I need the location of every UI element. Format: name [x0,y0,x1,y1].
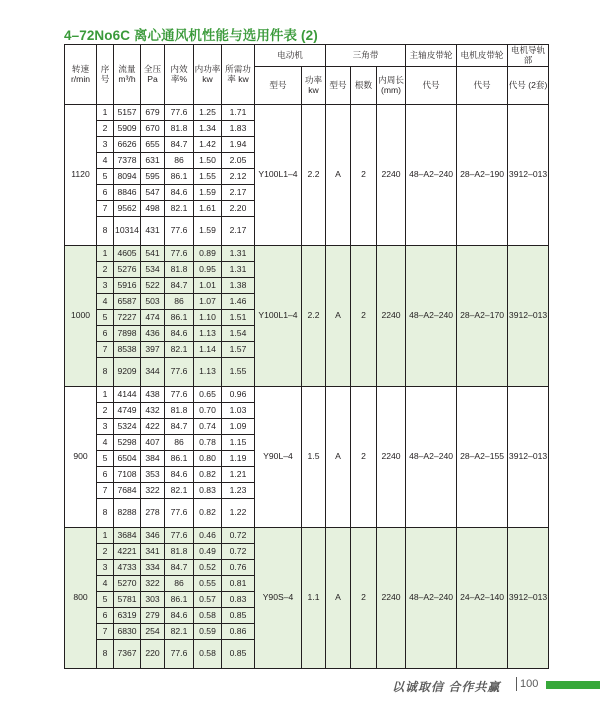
pressure-cell: 384 [141,451,165,467]
seq-cell: 5 [97,310,114,326]
efficiency-cell: 84.7 [165,560,194,576]
page-title: 4–72No6C 离心通风机性能与选用件表 (2) [64,28,318,43]
internal-power-cell: 0.59 [194,624,222,640]
flow-cell: 6504 [114,451,141,467]
efficiency-cell: 82.1 [165,342,194,358]
header-belt-model: 型号 [326,67,351,105]
speed-cell: 1120 [65,105,97,246]
pressure-cell: 422 [141,419,165,435]
seq-cell: 7 [97,624,114,640]
seq-cell: 7 [97,483,114,499]
belt-length-cell: 2240 [377,105,406,246]
internal-power-cell: 0.70 [194,403,222,419]
seq-cell: 4 [97,294,114,310]
internal-power-cell: 1.59 [194,217,222,246]
flow-cell: 4221 [114,544,141,560]
required-power-cell: 1.83 [222,121,255,137]
seq-cell: 4 [97,435,114,451]
required-power-cell: 1.21 [222,467,255,483]
seq-cell: 5 [97,451,114,467]
required-power-cell: 0.83 [222,592,255,608]
flow-cell: 6830 [114,624,141,640]
flow-cell: 7108 [114,467,141,483]
seq-cell: 2 [97,544,114,560]
required-power-cell: 0.72 [222,544,255,560]
pressure-cell: 303 [141,592,165,608]
motor-pulley-code-cell: 24–A2–140 [457,528,508,669]
required-power-cell: 1.15 [222,435,255,451]
seq-cell: 8 [97,499,114,528]
internal-power-cell: 0.52 [194,560,222,576]
internal-power-cell: 0.89 [194,246,222,262]
efficiency-cell: 84.6 [165,608,194,624]
seq-cell: 2 [97,403,114,419]
pressure-cell: 503 [141,294,165,310]
motor-power-cell: 2.2 [302,246,326,387]
seq-cell: 7 [97,342,114,358]
required-power-cell: 1.38 [222,278,255,294]
required-power-cell: 2.17 [222,185,255,201]
flow-cell: 5781 [114,592,141,608]
required-power-cell: 0.85 [222,608,255,624]
efficiency-cell: 84.6 [165,467,194,483]
internal-power-cell: 1.34 [194,121,222,137]
seq-cell: 1 [97,246,114,262]
header-spindle-code: 代号 [406,67,457,105]
belt-model-cell: A [326,528,351,669]
pressure-cell: 397 [141,342,165,358]
required-power-cell: 0.81 [222,576,255,592]
rail-code-cell: 3912–013 [508,246,549,387]
efficiency-cell: 86.1 [165,169,194,185]
pressure-cell: 353 [141,467,165,483]
efficiency-cell: 86.1 [165,592,194,608]
header-speed: 转速 r/min [65,45,97,105]
flow-cell: 5157 [114,105,141,121]
flow-cell: 7684 [114,483,141,499]
header-pressure: 全压 Pa [141,45,165,105]
pressure-cell: 534 [141,262,165,278]
spindle-pulley-code-cell: 48–A2–240 [406,528,457,669]
required-power-cell: 1.94 [222,137,255,153]
fan-performance-table [64,44,549,669]
required-power-cell: 1.31 [222,262,255,278]
pressure-cell: 595 [141,169,165,185]
internal-power-cell: 1.14 [194,342,222,358]
efficiency-cell: 77.6 [165,499,194,528]
table-row [65,246,549,262]
seq-cell: 6 [97,326,114,342]
internal-power-cell: 1.55 [194,169,222,185]
internal-power-cell: 1.01 [194,278,222,294]
internal-power-cell: 0.65 [194,387,222,403]
pressure-cell: 432 [141,403,165,419]
pressure-cell: 254 [141,624,165,640]
belt-model-cell: A [326,246,351,387]
spindle-pulley-code-cell: 48–A2–240 [406,246,457,387]
seq-cell: 5 [97,592,114,608]
header-belt-count: 根数 [351,67,377,105]
internal-power-cell: 0.58 [194,608,222,624]
flow-cell: 4605 [114,246,141,262]
required-power-cell: 0.72 [222,528,255,544]
flow-cell: 9562 [114,201,141,217]
internal-power-cell: 1.07 [194,294,222,310]
speed-cell: 900 [65,387,97,528]
flow-cell: 8538 [114,342,141,358]
motor-pulley-code-cell: 28–A2–190 [457,105,508,246]
seq-cell: 2 [97,121,114,137]
flow-cell: 5298 [114,435,141,451]
table-body [65,105,549,669]
internal-power-cell: 0.57 [194,592,222,608]
header-motor-pulley-code: 代号 [457,67,508,105]
pressure-cell: 522 [141,278,165,294]
pressure-cell: 322 [141,576,165,592]
internal-power-cell: 0.55 [194,576,222,592]
internal-power-cell: 1.13 [194,358,222,387]
belt-count-cell: 2 [351,105,377,246]
seq-cell: 3 [97,278,114,294]
motor-pulley-code-cell: 28–A2–155 [457,387,508,528]
header-internal-power: 内功率 kw [194,45,222,105]
rail-code-cell: 3912–013 [508,528,549,669]
required-power-cell: 2.20 [222,201,255,217]
footer-accent-bar [546,681,600,689]
seq-cell: 3 [97,419,114,435]
efficiency-cell: 86.1 [165,451,194,467]
seq-cell: 4 [97,153,114,169]
header-v-belt: 三角带 [326,45,406,67]
pressure-cell: 655 [141,137,165,153]
flow-cell: 4749 [114,403,141,419]
internal-power-cell: 0.82 [194,499,222,528]
header-motor-rail: 电机导轨部 [508,45,549,67]
pressure-cell: 322 [141,483,165,499]
required-power-cell: 1.71 [222,105,255,121]
pressure-cell: 547 [141,185,165,201]
efficiency-cell: 84.6 [165,185,194,201]
pressure-cell: 679 [141,105,165,121]
required-power-cell: 0.76 [222,560,255,576]
required-power-cell: 1.23 [222,483,255,499]
efficiency-cell: 82.1 [165,483,194,499]
required-power-cell: 0.86 [222,624,255,640]
motor-model-cell: Y90S–4 [255,528,302,669]
efficiency-cell: 86 [165,435,194,451]
efficiency-cell: 84.7 [165,137,194,153]
seq-cell: 1 [97,387,114,403]
pressure-cell: 670 [141,121,165,137]
required-power-cell: 1.51 [222,310,255,326]
pressure-cell: 474 [141,310,165,326]
spindle-pulley-code-cell: 48–A2–240 [406,105,457,246]
pressure-cell: 279 [141,608,165,624]
header-belt-length: 内周长 (mm) [377,67,406,105]
belt-count-cell: 2 [351,528,377,669]
pressure-cell: 541 [141,246,165,262]
spindle-pulley-code-cell: 48–A2–240 [406,387,457,528]
efficiency-cell: 82.1 [165,201,194,217]
flow-cell: 3684 [114,528,141,544]
pressure-cell: 431 [141,217,165,246]
flow-cell: 8846 [114,185,141,201]
pressure-cell: 346 [141,528,165,544]
belt-model-cell: A [326,105,351,246]
motor-power-cell: 2.2 [302,105,326,246]
required-power-cell: 2.12 [222,169,255,185]
seq-cell: 1 [97,528,114,544]
internal-power-cell: 0.46 [194,528,222,544]
efficiency-cell: 81.8 [165,121,194,137]
pressure-cell: 334 [141,560,165,576]
efficiency-cell: 86 [165,576,194,592]
efficiency-cell: 81.8 [165,544,194,560]
pressure-cell: 631 [141,153,165,169]
header-motor-model: 型号 [255,67,302,105]
header-required-power: 所需功率 kw [222,45,255,105]
efficiency-cell: 77.6 [165,387,194,403]
internal-power-cell: 1.13 [194,326,222,342]
pressure-cell: 220 [141,640,165,669]
efficiency-cell: 81.8 [165,262,194,278]
flow-cell: 10314 [114,217,141,246]
flow-cell: 5276 [114,262,141,278]
flow-cell: 7898 [114,326,141,342]
required-power-cell: 1.03 [222,403,255,419]
required-power-cell: 1.09 [222,419,255,435]
flow-cell: 7378 [114,153,141,169]
seq-cell: 6 [97,608,114,624]
internal-power-cell: 0.83 [194,483,222,499]
efficiency-cell: 84.6 [165,326,194,342]
flow-cell: 7367 [114,640,141,669]
header-spindle-pulley: 主轴皮带轮 [406,45,457,67]
required-power-cell: 0.96 [222,387,255,403]
table-row [65,105,549,121]
pressure-cell: 344 [141,358,165,387]
required-power-cell: 1.31 [222,246,255,262]
flow-cell: 7227 [114,310,141,326]
header-motor: 电动机 [255,45,326,67]
flow-cell: 9209 [114,358,141,387]
rail-code-cell: 3912–013 [508,105,549,246]
motor-model-cell: Y100L1–4 [255,105,302,246]
header-efficiency: 内效率% [165,45,194,105]
required-power-cell: 1.54 [222,326,255,342]
belt-model-cell: A [326,387,351,528]
efficiency-cell: 77.6 [165,217,194,246]
efficiency-cell: 86 [165,294,194,310]
motor-power-cell: 1.1 [302,528,326,669]
rail-code-cell: 3912–013 [508,387,549,528]
efficiency-cell: 84.7 [165,419,194,435]
page-number: 100 [520,678,539,690]
internal-power-cell: 1.42 [194,137,222,153]
efficiency-cell: 86.1 [165,310,194,326]
efficiency-cell: 81.8 [165,403,194,419]
pressure-cell: 438 [141,387,165,403]
pressure-cell: 341 [141,544,165,560]
flow-cell: 4144 [114,387,141,403]
internal-power-cell: 0.49 [194,544,222,560]
required-power-cell: 1.55 [222,358,255,387]
internal-power-cell: 0.82 [194,467,222,483]
seq-cell: 5 [97,169,114,185]
motor-model-cell: Y100L1–4 [255,246,302,387]
required-power-cell: 2.05 [222,153,255,169]
flow-cell: 4733 [114,560,141,576]
motor-power-cell: 1.5 [302,387,326,528]
efficiency-cell: 82.1 [165,624,194,640]
efficiency-cell: 77.6 [165,640,194,669]
speed-cell: 800 [65,528,97,669]
seq-cell: 8 [97,640,114,669]
flow-cell: 6587 [114,294,141,310]
flow-cell: 6319 [114,608,141,624]
seq-cell: 3 [97,560,114,576]
seq-cell: 6 [97,185,114,201]
table-row [65,387,549,403]
belt-length-cell: 2240 [377,387,406,528]
efficiency-cell: 77.6 [165,528,194,544]
internal-power-cell: 0.95 [194,262,222,278]
internal-power-cell: 0.74 [194,419,222,435]
seq-cell: 8 [97,217,114,246]
internal-power-cell: 1.59 [194,185,222,201]
flow-cell: 8094 [114,169,141,185]
flow-cell: 5324 [114,419,141,435]
required-power-cell: 1.57 [222,342,255,358]
belt-length-cell: 2240 [377,528,406,669]
pressure-cell: 407 [141,435,165,451]
efficiency-cell: 84.7 [165,278,194,294]
seq-cell: 6 [97,467,114,483]
header-motor-pulley: 电机皮带轮 [457,45,508,67]
motor-pulley-code-cell: 28–A2–170 [457,246,508,387]
efficiency-cell: 77.6 [165,105,194,121]
internal-power-cell: 1.10 [194,310,222,326]
belt-length-cell: 2240 [377,246,406,387]
efficiency-cell: 86 [165,153,194,169]
internal-power-cell: 1.25 [194,105,222,121]
footer-separator [516,677,517,691]
flow-cell: 5270 [114,576,141,592]
required-power-cell: 0.85 [222,640,255,669]
efficiency-cell: 77.6 [165,246,194,262]
belt-count-cell: 2 [351,387,377,528]
seq-cell: 7 [97,201,114,217]
flow-cell: 5909 [114,121,141,137]
motor-model-cell: Y90L–4 [255,387,302,528]
seq-cell: 8 [97,358,114,387]
header-flow: 流量 m³/h [114,45,141,105]
internal-power-cell: 0.80 [194,451,222,467]
pressure-cell: 498 [141,201,165,217]
pressure-cell: 436 [141,326,165,342]
seq-cell: 3 [97,137,114,153]
internal-power-cell: 1.50 [194,153,222,169]
flow-cell: 8288 [114,499,141,528]
internal-power-cell: 0.78 [194,435,222,451]
header-rail-code: 代号 (2套) [508,67,549,105]
internal-power-cell: 1.61 [194,201,222,217]
flow-cell: 5916 [114,278,141,294]
seq-cell: 2 [97,262,114,278]
flow-cell: 6626 [114,137,141,153]
speed-cell: 1000 [65,246,97,387]
required-power-cell: 1.19 [222,451,255,467]
required-power-cell: 2.17 [222,217,255,246]
seq-cell: 4 [97,576,114,592]
belt-count-cell: 2 [351,246,377,387]
required-power-cell: 1.46 [222,294,255,310]
table-row [65,528,549,544]
pressure-cell: 278 [141,499,165,528]
efficiency-cell: 77.6 [165,358,194,387]
seq-cell: 1 [97,105,114,121]
footer-slogan: 以诚取信 合作共赢 [392,680,501,694]
required-power-cell: 1.22 [222,499,255,528]
internal-power-cell: 0.58 [194,640,222,669]
header-seq: 序号 [97,45,114,105]
header-motor-power: 功率 kw [302,67,326,105]
